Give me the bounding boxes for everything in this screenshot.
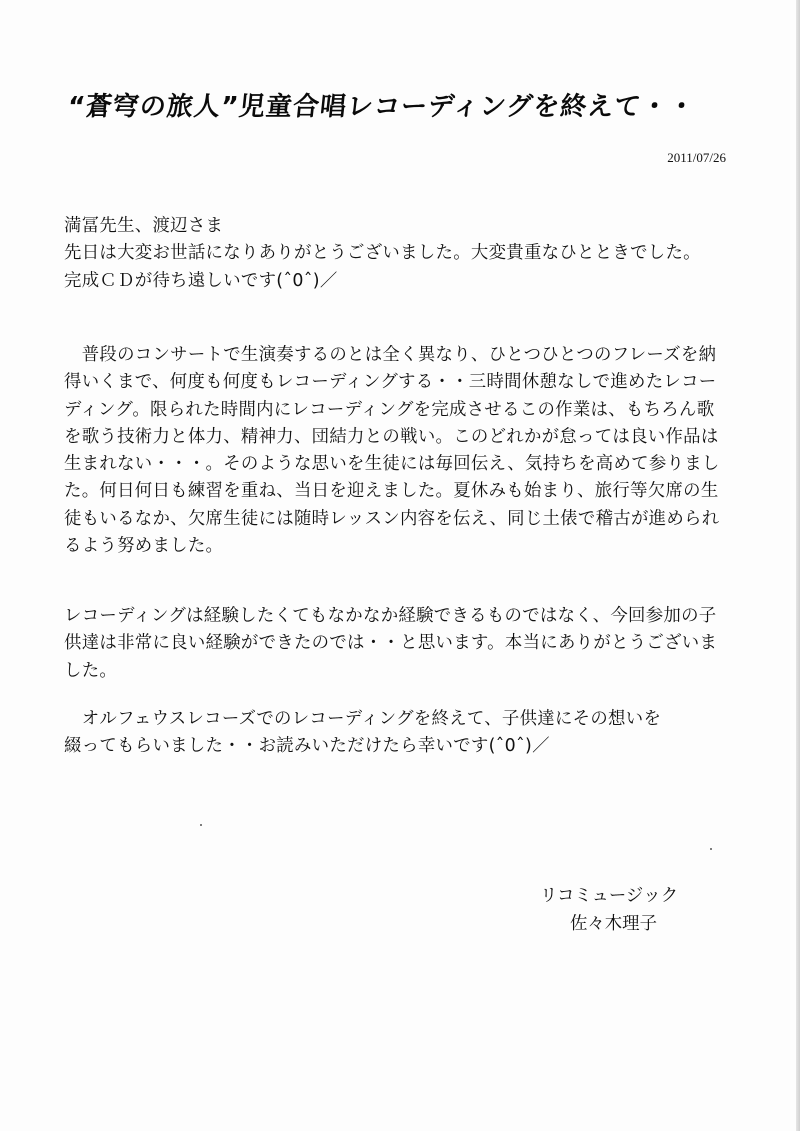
scan-speck [710,848,712,850]
body-paragraph-1: 普段のコンサートで生演奏するのとは全く異なり、ひとつひとつのフレーズを納 得いくまで、何度も何度もレコーディングする・・三時間休憩なしで進めたレコー ディング。限られた時間内にレコーディングを完成させるこの作業は、もちろん歌 を歌う技術力と体力、精神力、団結力との戦い。このどれかが怠っては良い作品は 生まれない・・・。そのような思いを生徒には毎回伝え、気持ちを高めて参りまし た。何日何日も練習を重ね、当日を迎えました。夏休みも始まり、旅行等欠席の生 徒もいるなか、欠席生徒には随時レッスン内容を伝え、同じ土俵で稽古が進められ るよう努めました。 [64,345,720,557]
letter-date: 2011/07/26 [667,150,726,165]
page-edge-shadow [796,0,800,1131]
greeting-text: 満冨先生、渡辺さま 先日は大変お世話になりありがとうございました。大変貴重なひとときでした。 完成ＣＤが待ち遠しいです(ˆ0ˆ)／ [64,216,701,291]
signature-organization: リコミュージック [540,886,679,906]
signature-name: 佐々木理子 [570,914,657,934]
signature-block [540,882,760,938]
letter-title: “蒼穹の旅人”児童合唱レコーディングを終えて・・ [66,92,697,122]
scan-speck [200,824,202,826]
body-paragraph-2: レコーディングは経験したくてもなかなか経験できるものではなく、今回参加の子 供達は非常に良い経験ができたのでは・・と思います。本当にありがとうございま した。 [64,606,718,681]
body-paragraph-3: オルフェウスレコーズでのレコーディングを終えて、子供達にその想いを 綴ってもらいました・・お読みいただけたら幸いです(ˆ0ˆ)／ [64,709,662,757]
